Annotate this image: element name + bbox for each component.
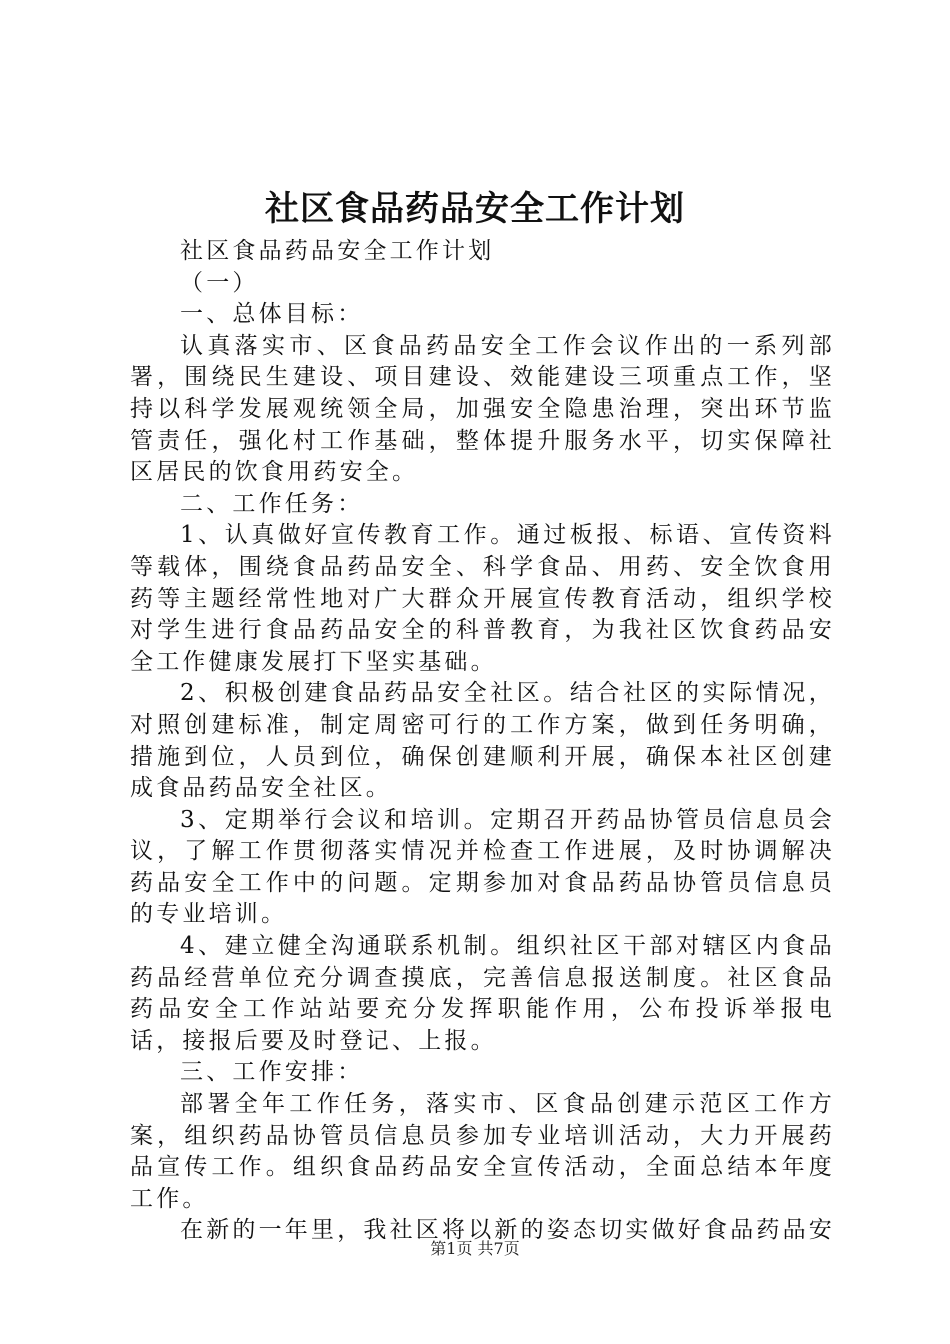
page-number-footer: 第1页 共7页 [430,1239,520,1258]
section-number: （一） [180,269,259,296]
paragraph-task-4: 4、建立健全沟通联系机制。组织社区干部对辖区内食品药品经营单位充分调查摸底，完善信息报送制度。社区食品药品安全工作站站要充分发挥职能作用，公布投诉举报电话，接报后要及时登记、上报。 [130,933,835,1054]
paragraph-overall-goal: 认真落实市、区食品药品安全工作会议作出的一系列部署，围绕民生建设、项目建设、效能建设三项重点工作，坚持以科学发展观统领全局，加强安全隐患治理，突出环节监管责任，强化村工作基础，整体提升服务水平，切实保障社区居民的饮食用药安全。 [130,332,835,486]
paragraph-closing: 在新的一年里，我社区将以新的姿态切实做好食品药品安 [180,1217,835,1244]
document-title: 社区食品药品安全工作计划 [265,189,685,229]
heading-overall-goal: 一、总体目标： [180,301,364,328]
paragraph-task-2: 2、积极创建食品药品安全社区。结合社区的实际情况，对照创建标准，制定周密可行的工作方案，做到任务明确，措施到位，人员到位，确保创建顺利开展，确保本社区创建成食品药品安全社区。 [130,680,835,802]
document-body [130,236,835,1247]
paragraph-task-3: 3、定期举行会议和培训。定期召开药品协管员信息员会议，了解工作贯彻落实情况并检查工作进展，及时协调解决药品安全工作中的问题。定期参加对食品药品协管员信息员的专业培训。 [130,806,835,928]
paragraph-task-1: 1、认真做好宣传教育工作。通过板报、标语、宣传资料等载体，围绕食品药品安全、科学食品、用药、安全饮食用药等主题经常性地对广大群众开展宣传教育活动，组织学校对学生进行食品药品安全的科普教育，为我社区饮食药品安全工作健康发展打下坚实基础。 [130,522,835,675]
subtitle-paragraph: 社区食品药品安全工作计划 [180,238,495,264]
heading-work-arrangement: 三、工作安排： [180,1059,364,1086]
heading-work-tasks: 二、工作任务： [180,490,364,517]
paragraph-arrangement: 部署全年工作任务，落实市、区食品创建示范区工作方案，组织药品协管员信息员参加专业培训活动，大力开展药品宣传工作。组织食品药品安全宣传活动，全面总结本年度工作。 [130,1091,835,1212]
